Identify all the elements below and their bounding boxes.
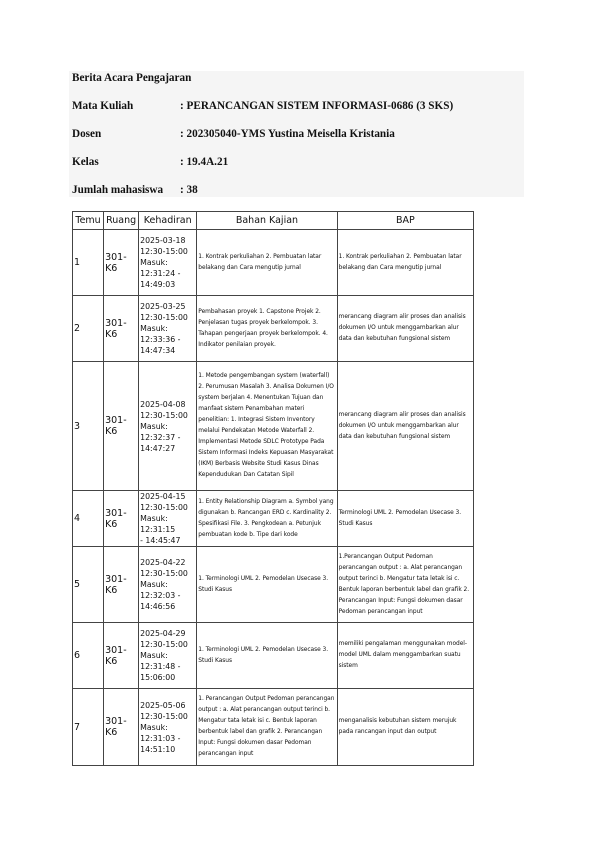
table-row (73, 689, 474, 766)
info-label: Kelas (72, 156, 99, 168)
cell-ruang: 301-K6 (104, 547, 139, 623)
table-row (73, 491, 474, 547)
document-title: Berita Acara Pengajaran (72, 72, 192, 84)
info-row-jumlah-mahasiswa (72, 184, 522, 198)
cell-bahan-kajian: 1. Metode pengembangan system (waterfall) 2. Perumusan Masalah 3. Analisa Dokumen I/O system berjalan 4. Menentukan Tujuan dan manfaat sistem Penambahan materi penelitian: 1. Integrasi Sistem Inventory melalui Pendekatan Metode Waterfall 2. Implementasi Metode SDLC Prototype Pada Sistem Informasi Indeks Kepuasan Masyarakat (IKM) Berbasis Website Studi Kasus Dinas Kependudukan Dan Catatan Sipil (197, 362, 337, 491)
cell-kehadiran: 2025-04-15 12:30-15:00 Masuk: 12:31:15 - 14:45:47 (139, 491, 197, 547)
cell-bahan-kajian: 1. Perancangan Output Pedoman perancangan output : a. Alat perancangan output terinci b. Mengatur tata letak isi c. Bentuk laporan berbentuk label dan grafik 2. Perancangan Input: Fungsi dokumen dasar Pedoman perancangan input (197, 689, 337, 766)
column-header-ruang: Ruang (104, 212, 139, 230)
cell-ruang: 301-K6 (104, 623, 139, 689)
cell-temu: 5 (73, 547, 104, 623)
column-header-temu: Temu (73, 212, 104, 230)
cell-bahan-kajian: 1. Kontrak perkuliahan 2. Pembuatan latar belakang dan Cara mengutip jurnal (197, 230, 337, 296)
cell-bahan-kajian: 1. Terminologi UML 2. Pemodelan Usecase 3. Studi Kasus (197, 623, 337, 689)
cell-temu: 7 (73, 689, 104, 766)
cell-bahan-kajian: 1. Terminologi UML 2. Pemodelan Usecase 3. Studi Kasus (197, 547, 337, 623)
cell-bap: menganalisis kebutuhan sistem merujuk pada rancangan input dan output (337, 689, 473, 766)
cell-temu: 2 (73, 296, 104, 362)
cell-ruang: 301-K6 (104, 362, 139, 491)
info-row-mata-kuliah (72, 100, 522, 114)
cell-ruang: 301-K6 (104, 491, 139, 547)
table-row (73, 230, 474, 296)
cell-temu: 3 (73, 362, 104, 491)
cell-kehadiran: 2025-03-25 12:30-15:00 Masuk: 12:33:36 - 14:47:34 (139, 296, 197, 362)
column-header-kehadiran: Kehadiran (139, 212, 197, 230)
table-row (73, 623, 474, 689)
cell-bahan-kajian: 1. Entity Relationship Diagram a. Symbol yang digunakan b. Rancangan ERD c. Kardinality 2. Spesifikasi File. 3. Pengkodean a. Petunjuk pembuatan kode b. Tipe dari kode (197, 491, 337, 547)
cell-bap: merancang diagram alir proses dan analisis dokumen I/O untuk menggambarkan alur data dan kebutuhan fungsional sistem (337, 296, 473, 362)
cell-kehadiran: 2025-05-06 12:30-15:00 Masuk: 12:31:03 - 14:51:10 (139, 689, 197, 766)
table-header-row (73, 212, 474, 230)
cell-kehadiran: 2025-04-29 12:30-15:00 Masuk: 12:31:48 - 15:06:00 (139, 623, 197, 689)
info-label: Mata Kuliah (72, 100, 134, 112)
cell-kehadiran: 2025-03-18 12:30-15:00 Masuk: 12:31:24 - 14:49:03 (139, 230, 197, 296)
info-value: : 202305040-YMS Yustina Meisella Kristania (180, 128, 395, 140)
cell-bap: 1. Kontrak perkuliahan 2. Pembuatan latar belakang dan Cara mengutip jurnal (337, 230, 473, 296)
info-row-dosen (72, 128, 522, 142)
cell-ruang: 301-K6 (104, 689, 139, 766)
cell-bap: 1.Perancangan Output Pedoman perancangan output : a. Alat perancangan output terinci b. Mengatur tata letak isi c. Bentuk laporan berbentuk label dan grafik 2. Perancangan Input: Fungsi dokumen dasar Pedoman perancangan input (337, 547, 473, 623)
cell-kehadiran: 2025-04-08 12:30-15:00 Masuk: 12:32:37 - 14:47:27 (139, 362, 197, 491)
cell-bap: Terminologi UML 2. Pemodelan Usecase 3. Studi Kasus (337, 491, 473, 547)
cell-temu: 6 (73, 623, 104, 689)
info-row-kelas (72, 156, 522, 170)
cell-ruang: 301-K6 (104, 296, 139, 362)
table-row (73, 362, 474, 491)
cell-temu: 4 (73, 491, 104, 547)
cell-bahan-kajian: Pembahasan proyek 1. Capstone Projek 2. Penjelasan tugas proyek berkelompok. 3. Tahapan pengerjaan proyek berkelompok. 4. Indikator penilaian proyek. (197, 296, 337, 362)
cell-kehadiran: 2025-04-22 12:30-15:00 Masuk: 12:32:03 - 14:46:56 (139, 547, 197, 623)
info-value: : 38 (180, 184, 198, 196)
info-value: : PERANCANGAN SISTEM INFORMASI-0686 (3 SKS) (180, 100, 454, 112)
info-value: : 19.4A.21 (180, 156, 229, 168)
cell-bap: merancang diagram alir proses dan analisis dokumen I/O untuk menggambarkan alur data dan kebutuhan fungsional sistem (337, 362, 473, 491)
table-row (73, 547, 474, 623)
cell-temu: 1 (73, 230, 104, 296)
table-row (73, 296, 474, 362)
column-header-bap: BAP (337, 212, 473, 230)
info-label: Dosen (72, 128, 102, 140)
cell-ruang: 301-K6 (104, 230, 139, 296)
attendance-table (72, 211, 474, 766)
column-header-bahan-kajian: Bahan Kajian (197, 212, 337, 230)
cell-bap: memiliki pengalaman menggunakan model-model UML dalam menggambarkan suatu sistem (337, 623, 473, 689)
info-label: Jumlah mahasiswa (72, 184, 164, 196)
